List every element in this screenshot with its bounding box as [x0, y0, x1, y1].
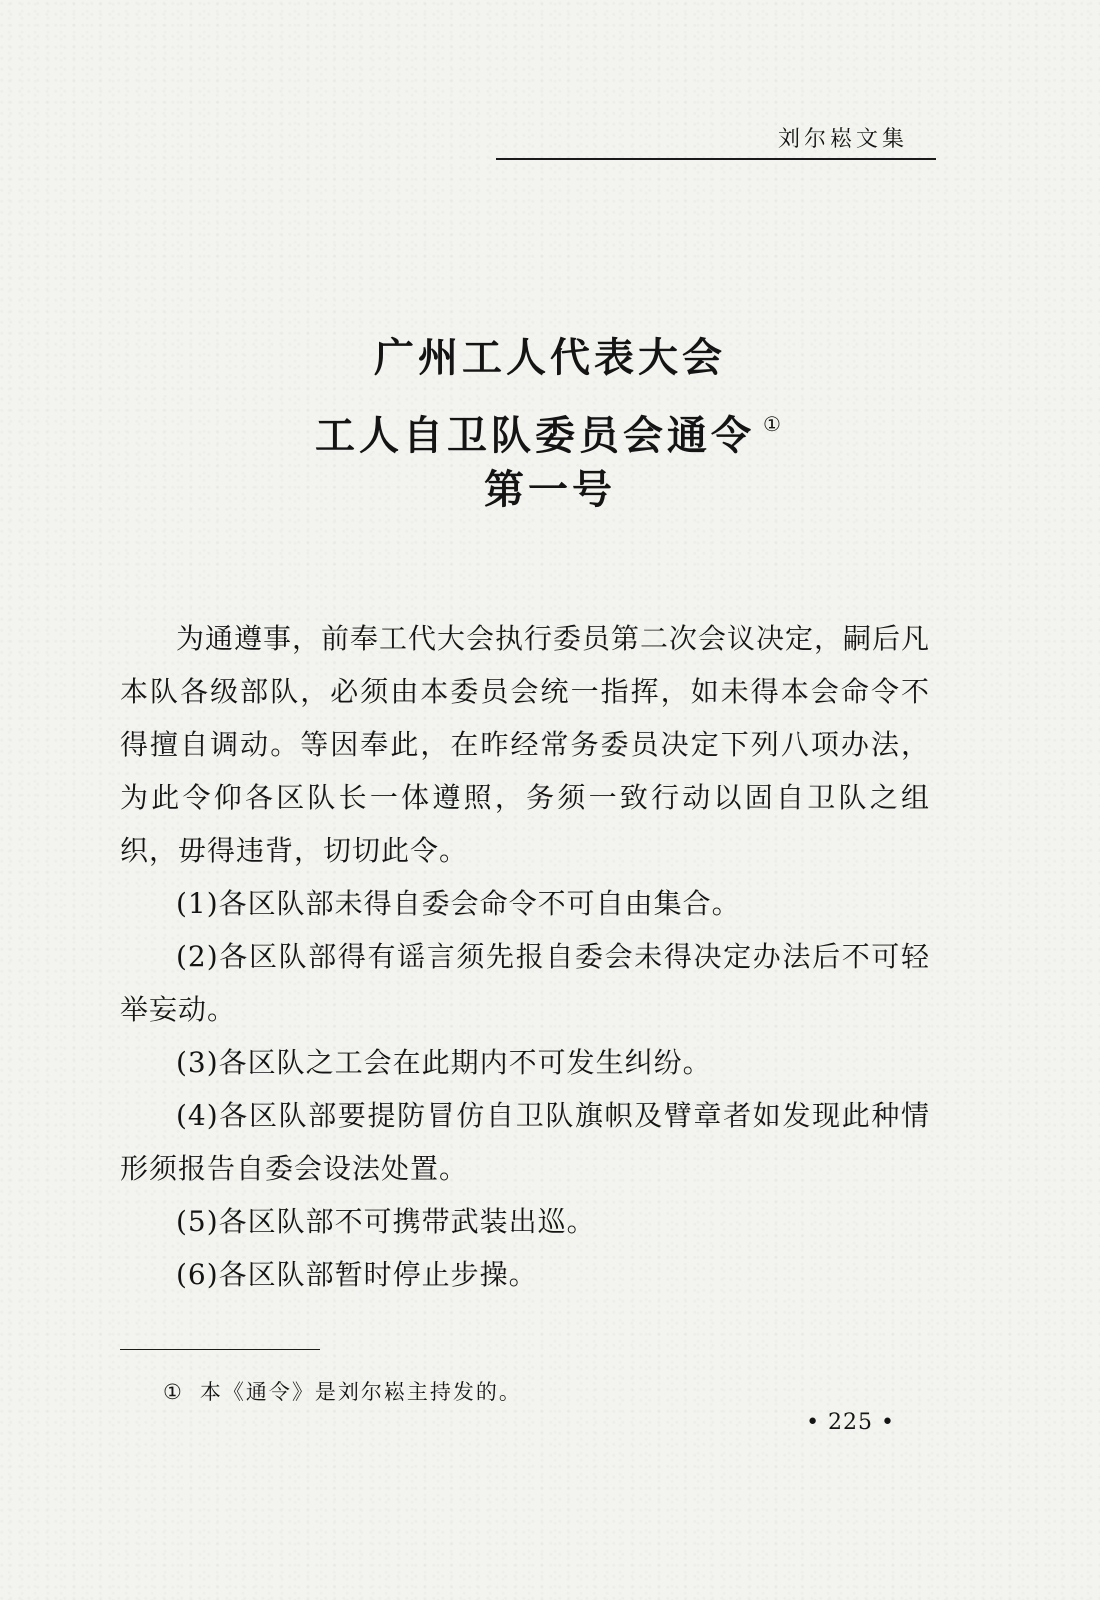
paragraph-item-3: (3)各区队之工会在此期内不可发生纠纷。 — [176, 1046, 712, 1079]
running-header: 刘尔崧文集 — [777, 127, 908, 152]
footnote-rule — [120, 1349, 320, 1350]
header-rule — [496, 158, 936, 160]
paragraph-preamble: 为通遵事，前奉工代大会执行委员第二次会议决定，嗣后凡本队各级部队，必须由本委员会统一指挥，如未得本会命令不得擅自调动。等因奉此，在昨经常务委员决定下列八项办法，为此令仰各区队长一体遵照，务须一致行动以固自卫队之组织，毋得违背，切切此令。 — [120, 622, 931, 867]
title-line-2-text: 工人自卫队委员会通令 — [315, 413, 756, 459]
footnote-mark: ① — [163, 1380, 184, 1404]
footnote-reference-mark: ① — [763, 412, 785, 436]
title-line-2 — [0, 391, 1100, 457]
paragraph-item-2: (2)各区队部得有谣言须先报自委会未得决定办法后不可轻举妄动。 — [120, 940, 930, 1026]
paragraph-item-5: (5)各区队部不可携带武装出巡。 — [176, 1205, 596, 1238]
document-title — [0, 325, 1100, 523]
paragraph-item-1: (1)各区队部未得自委会命令不可自由集合。 — [176, 887, 741, 920]
title-line-1: 广州工人代表大会 — [374, 335, 726, 381]
paragraph-item-6: (6)各区队部暂时停止步操。 — [176, 1258, 538, 1291]
body-text — [120, 612, 930, 1301]
paragraph-item-4: (4)各区队部要提防冒仿自卫队旗帜及臂章者如发现此种情形须报告自委会设法处置。 — [120, 1099, 930, 1185]
title-line-3: 第一号 — [484, 467, 616, 513]
footnote-text: 本《通令》是刘尔崧主持发的。 — [199, 1380, 522, 1404]
page-number: • 225 • — [806, 1410, 895, 1435]
footnote — [163, 1376, 522, 1406]
